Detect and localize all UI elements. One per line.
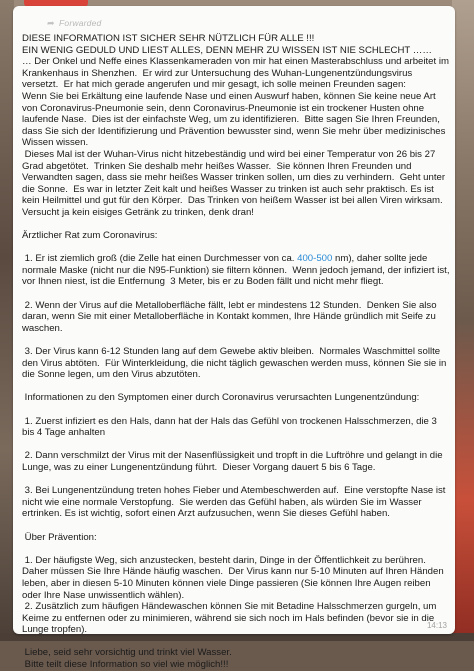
message-text xyxy=(22,33,450,671)
forward-arrow-icon: ➦ xyxy=(47,18,55,28)
message-text-part-1: DIESE INFORMATION IST SICHER SEHR NÜTZLICH FÜR ALLE !!! EIN WENIG GEDULD UND LIEST ALLES, DENN MEHR ZU WISSEN IST NIE SCHLECHT …… … Der Onkel und Neffe eines Klassenkameraden von mir hat einen Masterabschluss und arbeitet im Krankenhaus in Shenzhen. Er wird zur Untersuchung des Wuhan-Lungenentzündungsvirus versetzt. Er hat mich gerade angerufen und mir gesagt, ich solle meinen Freunden sagen: Wenn Sie bei Erkältung eine laufende Nase und einen Auswurf haben, können Sie keine neue Art von Coronavirus-Pneumonie sein, denn Coronavirus-Pneumonie ist ein trockener Husten ohne laufende Nase. Dies ist der einfachste Weg, um zu identifizieren. Bitte sagen Sie Ihren Freunden, dass Sie sich der Identifizierung und Prävention bewusster sind, wenn Sie mehr über medizinisches Wissen wissen. Dieses Mal ist der Wuhan-Virus nicht hitzebeständig und wird bei einer Temperatur von 26 bis 27 Grad abgetötet. Trinken Sie deshalb mehr heißes Wasser. Sie können Ihren Freunden und Verwandten sagen, dass sie mehr heißes Wasser trinken sollen, um dies zu verhindern. Geht unter die Sonne. Es war in letzter Zeit kalt und heißes Wasser zu trinken ist auch sehr praktisch. Es ist kein Heilmittel und gut für den Körper. Das Trinken von heißem Wasser ist bei allen Viren wirksam. Versucht ja kein eisiges Getränk zu trinken, denk dran! Ärztlicher Rat zum Coronavirus: 1. Er ist ziemlich groß (die Zelle hat einen Durchmesser von ca. xyxy=(22,33,449,265)
forwarded-label: Forwarded xyxy=(59,18,102,28)
message-timestamp: 14:13 xyxy=(426,621,447,630)
number-link[interactable]: 400-500 xyxy=(297,253,333,265)
message-bubble[interactable] xyxy=(13,6,455,671)
photo-background-left xyxy=(0,0,14,641)
photo-background-right xyxy=(452,0,474,641)
message-text-part-2: nm), daher sollte jede normale Maske (nicht nur die N95-Funktion) sie filtern können. Wenn jedoch jemand, der infiziert ist, vor Ihnen niest, ist die Entfernung 3 Meter, bis er zu Boden fällt und nicht mehr fliegt. 2. Wenn der Virus auf die Metalloberfläche fällt, lebt er mindestens 12 Stunden. Denken Sie also daran, wenn Sie mit einer Metalloberfläche in Kontakt kommen, Ihre Hände gründlich mit Seife zu waschen. 3. Der Virus kann 6-12 Stunden lang auf dem Gewebe aktiv bleiben. Normales Waschmittel sollte den Virus abtöten. Für Winterkleidung, die nicht täglich gewaschen werden muss, können Sie sie in die Sonne legen, um den Virus abzutöten. Informationen zu den Symptomen einer durch Coronavirus verursachten Lungenentzündung: 1. Zuerst infiziert es den Hals, dann hat der Hals das Gefühl von trockenen Halsschmerzen, die 3 bis 4 Tage anhalten 2. Dann verschmilzt der Virus mit der Nasenflüssigkeit und tropft in die Luftröhre und gelangt in die Lunge, was zu einer Lungenentzündung führt. Dieser Vorgang dauert 5 bis 6 Tage. 3. Bei Lungenentzündung treten hohes Fieber und Atembeschwerden auf. Eine verstopfte Nase ist nicht wie eine normale Verstopfung. Sie werden das Gefühl haben, als würden Sie im Wasser ertrinken. Es ist wichtig, sofort einen Arzt aufzusuchen, wenn Sie dieses Gefühl haben. Über Prävention: 1. Der häufigste Weg, sich anzustecken, besteht darin, Dinge in der Öffentlichkeit zu berühren. Daher müssen Sie Ihre Hände häufig waschen. Der Virus kann nur 5-10 Minuten auf Ihren Händen leben, aber in diesen 5-10 Minuten können viele Dinge passieren (Sie können Ihre Augen reiben oder Ihre Nase unwissentlich wählen). 2. Zusätzlich zum häufigen Händewaschen können Sie mit Betadine Halsschmerzen gurgeln, um Keime zu entfernen oder zu minimieren, während sie sich noch im Hals befinden (bevor sie in die Lunge tropfen). Liebe, seid sehr vorsichtig und trinkt viel Wasser. Bitte teilt diese Information so viel wie möglich!!! xyxy=(22,253,450,671)
